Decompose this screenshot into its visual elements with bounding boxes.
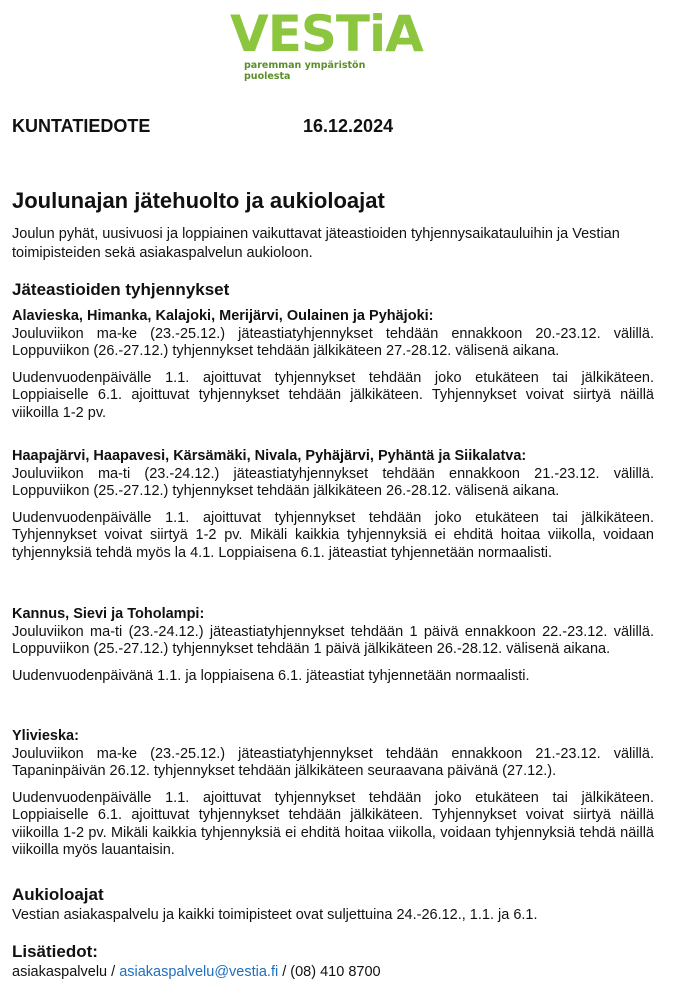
group-haapajarvi: [12, 448, 654, 562]
group-heading: Haapajärvi, Haapavesi, Kärsämäki, Nivala, Pyhäjärvi, Pyhäntä ja Siikalatva:: [12, 448, 527, 464]
group-heading: Kannus, Sievi ja Toholampi:: [12, 606, 205, 622]
intro-paragraph: Joulun pyhät, uusivuosi ja loppiainen vaikuttavat jäteastioiden tyhjennysaikatauluihin ja Vestian toimipisteiden sekä asiakaspalvelun aukioloon.: [12, 226, 620, 261]
page-title: Joulunajan jätehuolto ja aukioloajat: [12, 188, 385, 213]
document-type-label: KUNTATIEDOTE: [12, 116, 151, 136]
group-paragraph: Jouluviikon ma-ke (23.-25.12.) jäteastiatyhjennykset tehdään ennakkoon 20.-23.12. välillä. Loppuviikon (26.-27.12.) tyhjennykset tehdään jälkikäteen 27.-28.12. välisenä aikana.: [12, 325, 654, 359]
logo-tagline: paremman ympäristön puolesta: [244, 60, 366, 82]
group-paragraph: Uudenvuodenpäivälle 1.1. ajoittuvat tyhjennykset tehdään joko etukäteen tai jälkikäteen. Loppiaiselle 6.1. ajoittuvat tyhjennykset tehdään jälkikäteen. Tyhjennykset voivat siirtyä näillä viikoilla 1-2 pv. Mikäli kaikkia tyhjennyksiä ei ehditä hoitaa viikolla, voidaan tyhjennyksiä tehdä näillä viikoilla myös lauantaisin.: [12, 789, 654, 858]
group-paragraph: Jouluviikon ma-ti (23.-24.12.) jäteastiatyhjennykset tehdään ennakkoon 21.-23.12. välillä. Loppuviikon (25.-27.12.) tyhjennykset tehdään jälkikäteen 26.-28.12. välisenä aikana.: [12, 465, 654, 499]
group-heading: Ylivieska:: [12, 728, 79, 744]
contact-line: [12, 964, 654, 982]
contact-prefix: asiakaspalvelu /: [12, 964, 120, 980]
group-paragraph: Jouluviikon ma-ti (23.-24.12.) jäteastiatyhjennykset tehdään 1 päivä ennakkoon 22.-23.12. välillä. Loppuviikon (25.-27.12.) tyhjennykset tehdään 1 päivä jälkikäteen 26.-28.12. välisenä aikana.: [12, 623, 654, 657]
group-paragraph: Jouluviikon ma-ke (23.-25.12.) jäteastiatyhjennykset tehdään ennakkoon 21.-23.12. välillä. Tapaninpäivän 26.12. tyhjennykset tehdään jälkikäteen seuraavana päivänä (27.12.).: [12, 745, 654, 779]
email-link[interactable]: asiakaspalvelu@vestia.fi: [119, 964, 279, 980]
group-alavieska: [12, 308, 654, 422]
section-heading-more-info: Lisätiedot:: [12, 942, 98, 961]
section-heading-emptying: Jäteastioiden tyhjennykset: [12, 280, 230, 299]
group-paragraph: Uudenvuodenpäivälle 1.1. ajoittuvat tyhjennykset tehdään joko etukäteen tai jälkikäteen. Tyhjennykset voivat siirtyä 1-2 pv. Mikäli kaikkia tyhjennyksiä ei ehditä hoitaa viikolla, voidaan tyhjennyksiä tehdä myös la 4.1. Loppiaisena 6.1. jäteastiat tyhjennetään normaalisti.: [12, 509, 654, 561]
section-heading-opening-hours: Aukioloajat: [12, 885, 104, 904]
logo-wordmark: VESTiA: [230, 5, 423, 63]
group-heading: Alavieska, Himanka, Kalajoki, Merijärvi, Oulainen ja Pyhäjoki:: [12, 308, 434, 324]
group-paragraph: Uudenvuodenpäivänä 1.1. ja loppiaisena 6.1. jäteastiat tyhjennetään normaalisti.: [12, 667, 530, 684]
opening-hours-text: Vestian asiakaspalvelu ja kaikki toimipisteet ovat suljettuina 24.-26.12., 1.1. ja 6.1.: [12, 907, 538, 923]
group-paragraph: Uudenvuodenpäivälle 1.1. ajoittuvat tyhjennykset tehdään joko etukäteen tai jälkikäteen. Loppiaiselle 6.1. ajoittuvat tyhjennykset tehdään jälkikäteen. Tyhjennykset voivat siirtyä näillä viikoilla 1-2 pv.: [12, 369, 654, 421]
group-ylivieska: [12, 728, 654, 860]
contact-phone: / (08) 410 8700: [278, 964, 381, 980]
vestia-logo: [230, 5, 423, 82]
group-kannus: [12, 606, 654, 685]
document-date: 16.12.2024: [303, 116, 394, 136]
